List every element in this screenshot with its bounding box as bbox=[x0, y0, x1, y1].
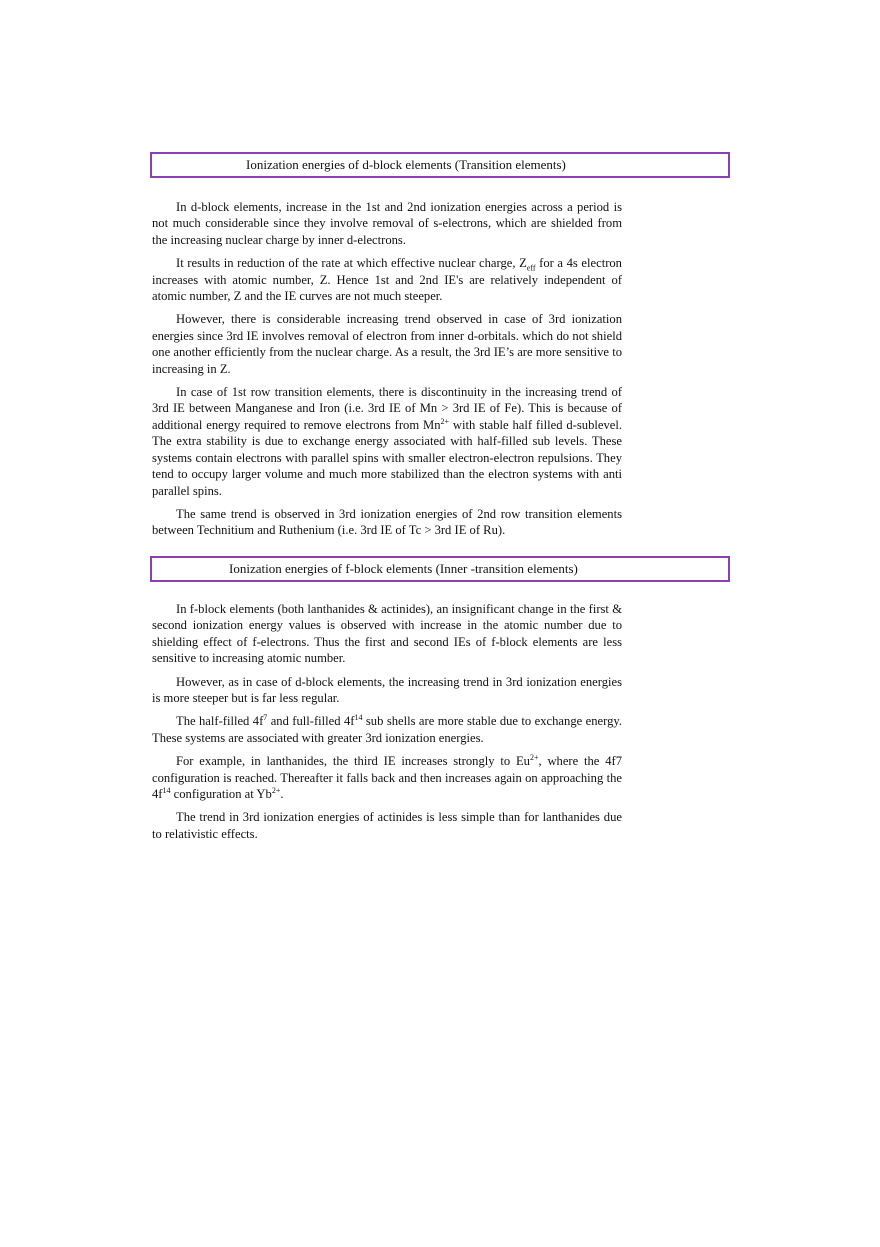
d-block-section bbox=[152, 199, 622, 546]
paragraph: In case of 1st row transition elements, there is discontinuity in the increasing trend of 3rd IE between Manganese and Iron (i.e. 3rd IE of Mn > 3rd IE of Fe). This is because of additional energy required to remove electrons from $Mn^{2+}$ with stable half filled d-sublevel. The extra stability is due to exchange energy associated with half-filled sub levels. These systems contain electrons with parallel spins with smaller electron-electron repulsions. They tend to occupy larger volume and much more stabilized than the electron systems with anti parallel spins. bbox=[152, 385, 622, 498]
paragraph: The half-filled $4f^7$ and full-filled $4f^{14}$ sub shells are more stable due to exchange energy. These systems are associated with greater 3rd ionization energies. bbox=[152, 713, 622, 745]
paragraph: In f-block elements (both lanthanides & actinides), an insignificant change in the first & second ionization energy values is observed with increase in the atomic number due to shielding effect of f-electrons. Thus the first and second IEs of f-block elements are less sensitive to increasing atomic number. bbox=[152, 602, 622, 666]
paragraph: For example, in lanthanides, the third IE increases strongly to $Eu^{2+}$, where the 4f7 configuration is reached. Thereafter it falls back and then increases again on approaching the $4f^{14}$ configuration at $Yb^{2+}$. bbox=[152, 753, 622, 802]
section-title: Ionization energies of f-block elements (Inner -transition elements) bbox=[229, 561, 578, 576]
paragraph: The same trend is observed in 3rd ionization energies of 2nd row transition elements between Technitium and Ruthenium (i.e. 3rd IE of Tc > 3rd IE of Ru). bbox=[152, 506, 622, 538]
f-block-section bbox=[152, 601, 622, 849]
section-heading-d-block bbox=[150, 152, 730, 178]
paragraph: However, there is considerable increasing trend observed in case of 3rd ionization energies since 3rd IE involves removal of electron from inner d-orbitals. which do not shield one another efficiently from the nuclear charge. As a result, the 3rd IE’s are more sensitive to increasing in Z. bbox=[152, 312, 622, 376]
paragraph: However, as in case of d-block elements, the increasing trend in 3rd ionization energies is more steeper but is far less regular. bbox=[152, 674, 622, 706]
section-heading-f-block bbox=[150, 556, 730, 582]
paragraph: The trend in 3rd ionization energies of actinides is less simple than for lanthanides due to relativistic effects. bbox=[152, 810, 622, 841]
paragraph: In d-block elements, increase in the 1st and 2nd ionization energies across a period is not much considerable since they involve removal of s-electrons, which are shielded from the increasing nuclear charge by inner d-electrons. bbox=[152, 200, 622, 247]
paragraph: It results in reduction of the rate at which effective nuclear charge, $Z_{eff}$ for a 4s electron increases with atomic number, Z. Hence 1st and 2nd IE's are relatively independent of atomic number, Z and the IE curves are not much steeper. bbox=[152, 256, 622, 304]
section-title: Ionization energies of d-block elements (Transition elements) bbox=[246, 157, 566, 172]
